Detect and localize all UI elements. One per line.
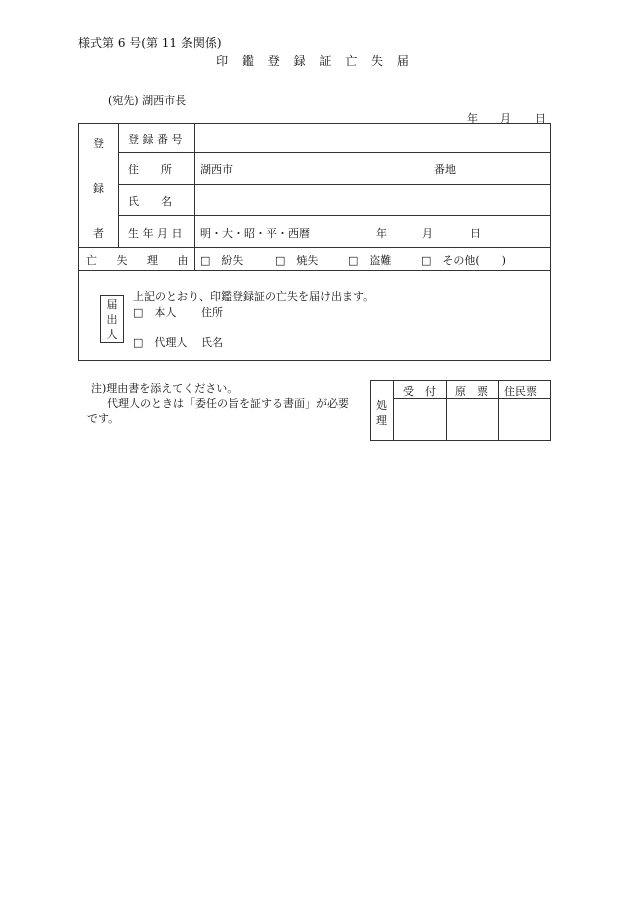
- processing-divider: [498, 380, 499, 441]
- name-field[interactable]: [200, 193, 545, 209]
- registrant-column-divider: [118, 123, 119, 247]
- birth-month-label: 月: [422, 227, 433, 240]
- row-divider: [78, 247, 551, 248]
- registration-number-field[interactable]: [200, 131, 545, 147]
- registration-number-label: 登 録 番 号: [128, 133, 183, 146]
- processing-label-char: 理: [376, 414, 387, 427]
- name-label: 氏 名: [128, 195, 172, 208]
- row-divider: [118, 152, 551, 153]
- applicant-address-label: 住所: [201, 306, 223, 319]
- date-year-label: 年: [467, 112, 478, 125]
- reason-lost-checkbox[interactable]: □ 紛失: [200, 254, 244, 267]
- processing-column-receipt: 受 付: [403, 385, 436, 398]
- processing-divider: [393, 380, 394, 441]
- processing-column-original: 原 票: [455, 385, 488, 398]
- registrant-label-char: 者: [93, 227, 104, 240]
- form-number: 様式第 6 号(第 11 条関係): [78, 36, 222, 50]
- address-label: 住 所: [128, 163, 172, 176]
- note-line: 代理人のときは「委任の旨を証する書面」が必要: [107, 397, 349, 410]
- applicant-label-char: 人: [106, 328, 118, 341]
- reason-other-checkbox[interactable]: □ その他( ): [421, 254, 506, 267]
- agent-checkbox[interactable]: □ 代理人: [133, 336, 188, 349]
- applicant-name-label: 氏名: [201, 336, 223, 349]
- addressee: (宛先) 湖西市長: [108, 94, 187, 107]
- address-banchi-label: 番地: [434, 163, 456, 176]
- row-divider: [78, 270, 551, 271]
- application-form-table: [78, 123, 551, 361]
- registrant-label-char: 録: [93, 182, 104, 195]
- applicant-label-box: [100, 295, 124, 343]
- note: [87, 381, 349, 426]
- declaration-statement: 上記のとおり、印鑑登録証の亡失を届け出ます。: [133, 290, 375, 303]
- processing-label-char: 処: [376, 399, 387, 412]
- processing-column-resident: 住民票: [504, 385, 537, 398]
- reason-stolen-checkbox[interactable]: □ 盗難: [348, 254, 392, 267]
- address-field[interactable]: 湖西市: [200, 163, 233, 176]
- registrant-label-char: 登: [93, 137, 104, 150]
- row-divider: [118, 184, 551, 185]
- loss-reason-label: 亡 失 理 由: [86, 254, 197, 267]
- era-options[interactable]: 明・大・昭・平・西暦: [200, 227, 310, 240]
- applicant-label-char: 出: [106, 313, 118, 326]
- date-day-label: 日: [535, 112, 546, 125]
- date-month-label: 月: [500, 112, 511, 125]
- birth-year-label: 年: [376, 227, 387, 240]
- note-line: 注)理由書を添えてください。: [91, 382, 239, 395]
- note-line: です。: [87, 412, 120, 425]
- self-checkbox[interactable]: □ 本人: [133, 306, 177, 319]
- processing-divider: [446, 380, 447, 441]
- form-title: 印 鑑 登 録 証 亡 失 届: [216, 54, 414, 68]
- birth-date-label: 生 年 月 日: [128, 227, 183, 240]
- row-divider: [118, 215, 551, 216]
- birth-day-label: 日: [470, 227, 481, 240]
- applicant-label-char: 届: [106, 298, 118, 311]
- reason-burned-checkbox[interactable]: □ 焼失: [275, 254, 319, 267]
